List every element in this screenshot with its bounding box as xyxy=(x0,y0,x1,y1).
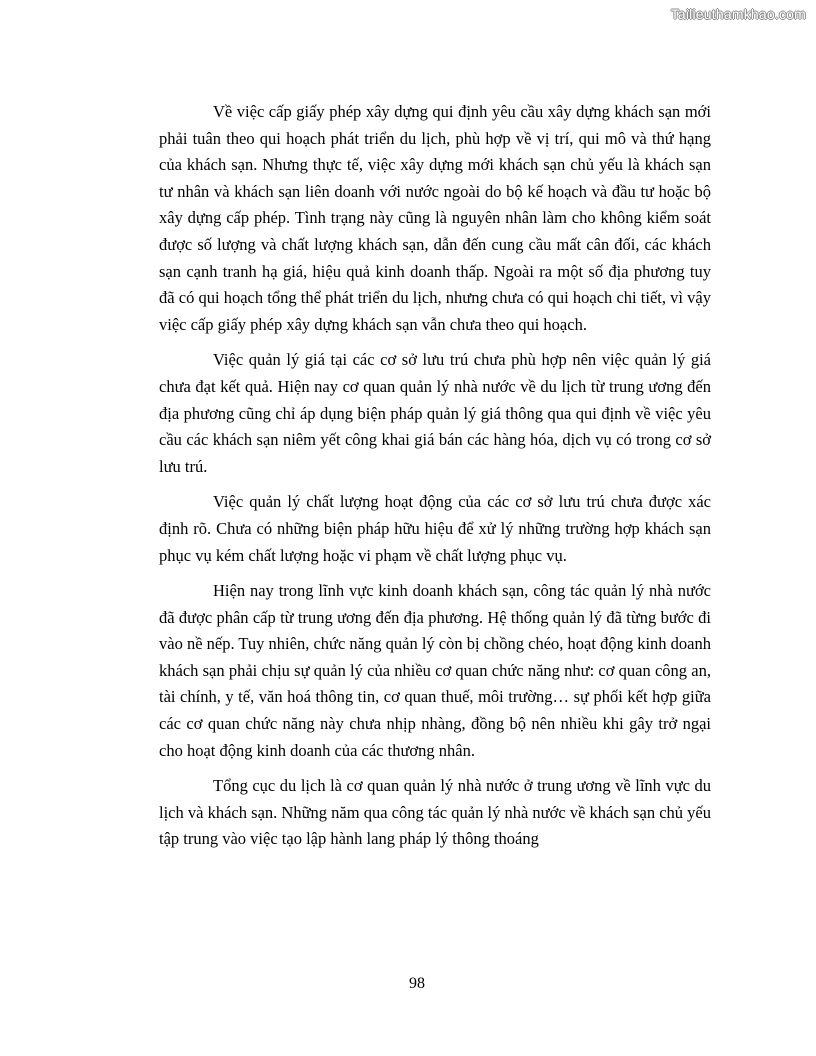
paragraph-quality-management: Việc quản lý chất lượng hoạt động của các cơ sở lưu trú chưa được xác định rõ. Chưa có những biện pháp hữu hiệu để xử lý những trường hợp khách sạn phục vụ kém chất lượng hoặc vi phạm về chất lượng phục vụ. xyxy=(159,492,711,565)
document-body xyxy=(159,99,711,862)
paragraph-price-management: Việc quản lý giá tại các cơ sở lưu trú chưa phù hợp nên việc quản lý giá chưa đạt kết quả. Hiện nay cơ quan quản lý nhà nước về du lịch từ trung ương đến địa phương cũng chỉ áp dụng biện pháp quản lý giá thông qua qui định về việc yêu cầu các khách sạn niêm yết công khai giá bán các hàng hóa, dịch vụ có trong cơ sở lưu trú. xyxy=(159,350,711,476)
page-number: 98 xyxy=(409,975,425,992)
paragraph-hotel-construction-permits: Về việc cấp giấy phép xây dựng qui định yêu cầu xây dựng khách sạn mới phải tuân theo qui hoạch phát triển du lịch, phù hợp về vị trí, qui mô và thứ hạng của khách sạn. Nhưng thực tế, việc xây dựng mới khách sạn chủ yếu là khách sạn tư nhân và khách sạn liên doanh với nước ngoài do bộ kế hoạch và đầu tư hoặc bộ xây dựng cấp phép. Tình trạng này cũng là nguyên nhân làm cho không kiểm soát được số lượng và chất lượng khách sạn, dẫn đến cung cầu mất cân đối, các khách sạn cạnh tranh hạ giá, hiệu quả kinh doanh thấp. Ngoài ra một số địa phương tuy đã có qui hoạch tổng thể phát triển du lịch, nhưng chưa có qui hoạch chi tiết, vì vậy việc cấp giấy phép xây dựng khách sạn vẫn chưa theo qui hoạch. xyxy=(159,102,711,334)
paragraph-state-management-overlap: Hiện nay trong lĩnh vực kinh doanh khách sạn, công tác quản lý nhà nước đã được phân cấp từ trung ương đến địa phương. Hệ thống quản lý đã từng bước đi vào nề nếp. Tuy nhiên, chức năng quản lý còn bị chồng chéo, hoạt động kinh doanh khách sạn phải chịu sự quản lý của nhiều cơ quan chức năng như: cơ quan công an, tài chính, y tế, văn hoá thông tin, cơ quan thuế, môi trường… sự phối kết hợp giữa các cơ quan chức năng này chưa nhịp nhàng, đồng bộ nên nhiều khi gây trở ngại cho hoạt động kinh doanh của các thương nhân. xyxy=(159,581,711,760)
watermark: Tailieuthamkhao.com xyxy=(670,6,806,22)
paragraph-tourism-administration: Tổng cục du lịch là cơ quan quản lý nhà nước ở trung ương về lĩnh vực du lịch và khách sạn. Những năm qua công tác quản lý nhà nước về khách sạn chủ yếu tập trung vào việc tạo lập hành lang pháp lý thông thoáng xyxy=(159,776,711,849)
